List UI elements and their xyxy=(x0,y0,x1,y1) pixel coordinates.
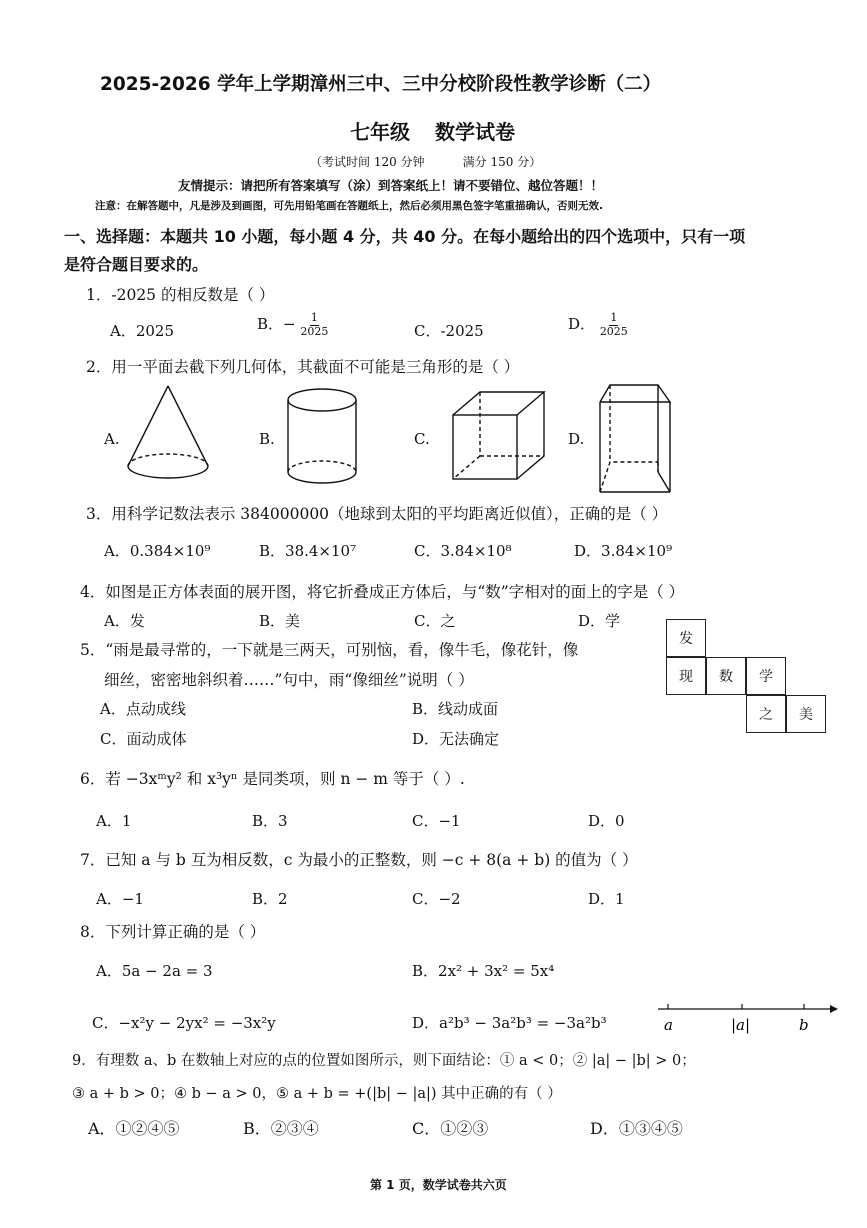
net-cell-2: 现 xyxy=(666,657,706,695)
q3-stem: 3．用科学记数法表示 384000000（地球到太阳的平均距离近似值），正确的是（ ） xyxy=(86,505,668,523)
q3-option-c: C．3.84×10⁸ xyxy=(414,542,512,560)
number-line xyxy=(650,995,840,1040)
net-cell-6: 美 xyxy=(786,695,826,733)
net-cell-3: 数 xyxy=(706,657,746,695)
net-cell-4: 学 xyxy=(746,657,786,695)
page-footer: 第 1 页，数学试卷共六页 xyxy=(370,1178,507,1192)
note-text: 注意：在解答题中，凡是涉及到画图，可先用铅笔画在答题纸上，然后必须用黑色签字笔重描确认，否则无效. xyxy=(95,200,603,212)
q9-option-d: D．①③④⑤ xyxy=(590,1119,683,1138)
q9-stem-line1: 9．有理数 a、b 在数轴上对应的点的位置如图所示，则下面结论：① a < 0；② |a| − |b| > 0； xyxy=(72,1053,696,1069)
q1-stem: 1．-2025 的相反数是（ ） xyxy=(86,286,275,304)
q1-option-a: A．2025 xyxy=(110,322,175,340)
q5-stem-line2: 细丝，密密地斜织着……”句中，雨“像细丝”说明（ ） xyxy=(104,671,474,689)
section-heading: 一、选择题：本题共 10 小题，每小题 4 分，共 40 分。在每小题给出的四个选项中，只有一项 xyxy=(64,227,746,246)
q6-stem: 6．若 −3xᵐy² 和 x³yⁿ 是同类项，则 n − m 等于（ ）. xyxy=(80,770,465,788)
cone-figure xyxy=(128,386,208,478)
q9-option-b: B．②③④ xyxy=(243,1119,319,1138)
label-abs-a: |a| xyxy=(731,1016,751,1034)
q5-option-a: A．点动成线 xyxy=(100,700,186,718)
q2-option-a: A. xyxy=(104,430,120,448)
q6-option-a: A．1 xyxy=(96,812,132,830)
q4-option-c: C．之 xyxy=(414,612,456,630)
q5-option-c: C．面动成体 xyxy=(100,730,187,748)
label-a: a xyxy=(664,1016,673,1034)
q8-option-d: D．a²b³ − 3a²b³ = −3a²b³ xyxy=(412,1014,607,1032)
q6-option-b: B．3 xyxy=(252,812,288,830)
q4-option-a: A．发 xyxy=(104,612,145,630)
q1-option-b xyxy=(257,312,328,338)
q8-stem: 8．下列计算正确的是（ ） xyxy=(80,923,266,941)
label-b: b xyxy=(799,1016,809,1034)
q2-option-d: D. xyxy=(568,430,585,448)
q5-stem-line1: 5．“雨是最寻常的，一下就是三两天，可别恼，看，像牛毛，像花针，像 xyxy=(80,641,579,659)
q7-option-a: A．−1 xyxy=(96,890,144,908)
tip-text: 友情提示：请把所有答案填写（涂）到答案纸上！请不要错位、越位答题！！ xyxy=(178,178,604,193)
q2-option-b: B. xyxy=(259,430,275,448)
q1-option-d-label: D． xyxy=(568,315,596,334)
q7-option-d: D．1 xyxy=(588,890,625,908)
q1-option-b-label: B．− xyxy=(257,315,296,334)
exam-info: （考试时间 120 分钟 满分 150 分） xyxy=(310,155,542,169)
section-heading-cont: 是符合题目要求的。 xyxy=(64,255,209,274)
q4-option-b: B．美 xyxy=(259,612,301,630)
prism-figure xyxy=(600,385,670,492)
q4-option-d: D．学 xyxy=(578,612,621,630)
axis-arrow xyxy=(830,1005,838,1013)
q9-stem-line2: ③ a + b > 0；④ b − a > 0，⑤ a + b = +(|b| − |a|) 其中正确的有（ ） xyxy=(72,1086,562,1102)
page-title: 2025-2026 学年上学期漳州三中、三中分校阶段性教学诊断（二） xyxy=(100,74,662,95)
q7-option-b: B．2 xyxy=(252,890,288,908)
cube-figure xyxy=(453,392,544,479)
q3-option-b: B．38.4×10⁷ xyxy=(259,542,357,560)
q8-option-c: C．−x²y − 2yx² = −3x²y xyxy=(92,1014,276,1032)
q3-option-d: D．3.84×10⁹ xyxy=(574,542,673,560)
q6-option-d: D．0 xyxy=(588,812,625,830)
q3-option-a: A．0.384×10⁹ xyxy=(104,542,211,560)
cylinder-figure xyxy=(288,389,356,483)
q5-option-d: D．无法确定 xyxy=(412,730,500,748)
q2-option-c: C. xyxy=(414,430,430,448)
q1-option-b-fraction: $\frac{1}{2025}$ xyxy=(300,311,329,338)
q2-stem: 2．用一平面去截下列几何体，其截面不可能是三角形的是（ ） xyxy=(86,358,520,376)
net-cell-5: 之 xyxy=(746,695,786,733)
subject-label: 数学试卷 xyxy=(435,120,515,144)
q6-option-c: C．−1 xyxy=(412,812,461,830)
q9-option-a: A．①②④⑤ xyxy=(88,1119,180,1138)
q4-stem: 4．如图是正方体表面的展开图，将它折叠成正方体后，与“数”字相对的面上的字是（ ） xyxy=(80,583,685,601)
q1-option-c: C．-2025 xyxy=(414,322,484,340)
q2-figures xyxy=(0,380,867,500)
grade-label: 七年级 xyxy=(350,120,410,144)
q1-option-d xyxy=(568,312,628,338)
q5-option-b: B．线动成面 xyxy=(412,700,499,718)
q8-option-b: B．2x² + 3x² = 5x⁴ xyxy=(412,962,555,980)
net-cell-1: 发 xyxy=(666,619,706,657)
q8-option-a: A．5a − 2a = 3 xyxy=(96,962,213,980)
q7-stem: 7．已知 a 与 b 互为相反数，c 为最小的正整数，则 −c + 8(a + b) 的值为（ ） xyxy=(80,851,638,869)
q9-option-c: C．①②③ xyxy=(412,1119,489,1138)
q1-option-d-fraction: $\frac{1}{2025}$ xyxy=(599,311,628,338)
q7-option-c: C．−2 xyxy=(412,890,461,908)
